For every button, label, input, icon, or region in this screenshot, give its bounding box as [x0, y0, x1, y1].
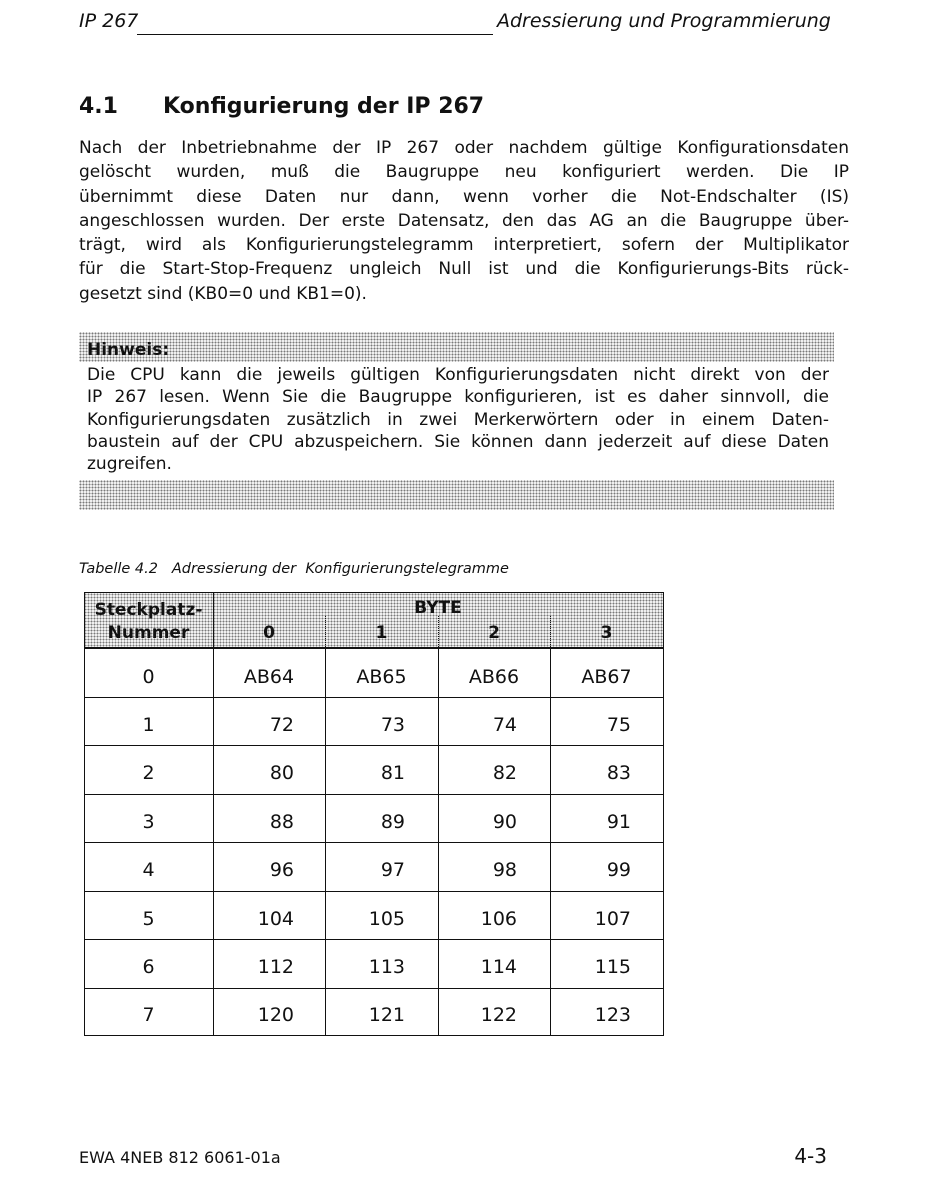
- address-cell: 112: [257, 956, 294, 978]
- slot-cell: 3: [142, 811, 155, 833]
- header-byte-column: 1: [375, 623, 388, 643]
- header-byte: BYTE: [414, 598, 462, 618]
- slot-cell: 5: [142, 908, 155, 930]
- address-cell: 99: [606, 859, 631, 881]
- header-slot-line2: Nummer: [107, 623, 190, 643]
- note-bottom-band: [79, 480, 834, 510]
- address-cell: 121: [368, 1004, 405, 1026]
- address-cell: 122: [480, 1004, 517, 1026]
- slot-cell: 2: [142, 762, 155, 784]
- address-cell: 97: [380, 859, 405, 881]
- address-cell: 73: [380, 714, 405, 736]
- address-cell: AB65: [356, 666, 407, 688]
- header-byte-column: 3: [600, 623, 613, 643]
- note-label: Hinweis:: [87, 340, 170, 360]
- address-cell: 81: [380, 762, 405, 784]
- page-number: 4-3: [794, 1144, 827, 1168]
- body-line: übernimmt diese Daten nur dann, wenn vorher die Not-Endschalter (IS): [79, 186, 849, 207]
- address-cell: 113: [368, 956, 405, 978]
- body-line: für die Start-Stop-Frequenz ungleich Null ist und die Konfigurierungs-Bits rück-: [79, 259, 849, 280]
- slot-cell: 0: [142, 666, 155, 688]
- addressing-table: [84, 592, 664, 1036]
- address-cell: 105: [368, 908, 405, 930]
- address-cell: 96: [269, 859, 294, 881]
- section-number: 4.1: [79, 94, 118, 119]
- address-cell: AB67: [581, 666, 632, 688]
- header-slot-line1: Steckplatz-: [94, 600, 203, 620]
- header-rule: [137, 34, 493, 35]
- address-cell: 106: [480, 908, 517, 930]
- slot-cell: 4: [142, 859, 155, 881]
- note-text: [87, 364, 829, 475]
- address-cell: 104: [257, 908, 294, 930]
- address-cell: AB66: [468, 666, 520, 688]
- address-cell: 74: [492, 714, 517, 736]
- address-cell: 89: [380, 811, 405, 833]
- section-title: Konfigurierung der IP 267: [163, 94, 485, 119]
- address-cell: 114: [480, 956, 517, 978]
- address-cell: 91: [606, 811, 631, 833]
- table-caption: Tabelle 4.2 Adressierung der Konfigurierungstelegramme: [79, 561, 509, 577]
- address-cell: 80: [269, 762, 294, 784]
- address-cell: 120: [257, 1004, 294, 1026]
- note-line: baustein auf der CPU abzuspeichern. Sie können dann jederzeit auf diese Daten: [87, 431, 829, 452]
- address-cell: 72: [269, 714, 294, 736]
- address-cell: 98: [492, 859, 517, 881]
- note-top-band: [79, 332, 834, 362]
- address-cell: 90: [492, 811, 517, 833]
- document-number: EWA 4NEB 812 6061-01a: [79, 1148, 281, 1167]
- header-byte-column: 0: [263, 623, 275, 643]
- address-cell: 115: [594, 956, 631, 978]
- slot-cell: 1: [142, 714, 155, 736]
- address-cell: 75: [606, 714, 631, 736]
- body-paragraph: [79, 136, 849, 306]
- address-cell: 88: [269, 811, 294, 833]
- note-line: IP 267 lesen. Wenn Sie die Baugruppe konfigurieren, ist es daher sinnvoll, die: [87, 387, 829, 408]
- body-line: gelöscht wurden, muß die Baugruppe neu konfiguriert werden. Die IP: [79, 162, 849, 183]
- body-line: Nach der Inbetriebnahme der IP 267 oder nachdem gültige Konfigurationsdaten: [79, 138, 849, 158]
- address-cell: AB64: [243, 666, 295, 688]
- table-border-right: [663, 592, 664, 1036]
- address-cell: 107: [594, 908, 631, 930]
- address-cell: 83: [606, 762, 631, 784]
- body-line: angeschlossen wurden. Der erste Datensatz, den das AG an die Baugruppe über-: [79, 210, 849, 231]
- slot-cell: 7: [142, 1004, 155, 1026]
- note-line: zugreifen.: [87, 454, 172, 475]
- note-line: Konfigurierungsdaten zusätzlich in zwei Merkerwörtern oder in einem Daten-: [87, 409, 829, 430]
- body-line: gesetzt sind (KB0=0 und KB1=0).: [79, 283, 367, 304]
- address-cell: 123: [594, 1004, 631, 1026]
- running-header-right: Adressierung und Programmierung: [497, 10, 831, 32]
- slot-cell: 6: [142, 956, 155, 978]
- address-cell: 82: [492, 762, 517, 784]
- note-line: Die CPU kann die jeweils gültigen Konfigurierungsdaten nicht direkt von der: [87, 365, 829, 385]
- header-byte-column: 2: [488, 623, 500, 643]
- running-header-left: IP 267: [79, 10, 139, 32]
- body-line: trägt, wird als Konfigurierungstelegramm interpretiert, sofern der Multiplikator: [79, 235, 849, 256]
